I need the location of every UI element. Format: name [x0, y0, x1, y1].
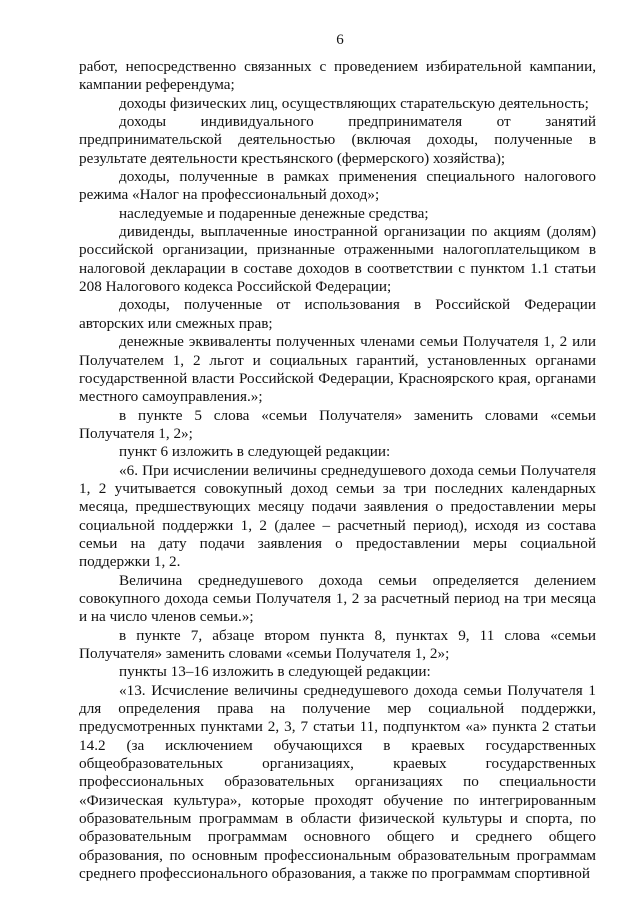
paragraph: дивиденды, выплаченные иностранной организации по акциям (долям) российской организации, признанные отраженными налогоплательщиком в налоговой декларации в составе доходов в соответствии с пунктом 1.1 статьи 208 Налогового кодекса Российской Федерации;: [79, 223, 596, 296]
paragraph: доходы, полученные от использования в Российской Федерации авторских или смежных прав;: [79, 296, 596, 332]
paragraph: пункт 6 изложить в следующей редакции:: [119, 443, 391, 461]
paragraph: пункты 13–16 изложить в следующей редакции:: [119, 663, 431, 681]
paragraph: «6. При исчислении величины среднедушевого дохода семьи Получателя 1, 2 учитывается совокупный доход семьи за три последних календарных месяца, предшествующих месяцу подачи заявления о предоставлении меры социальной поддержки 1, 2 (далее – расчетный период), исходя из состава семьи на дату подачи заявления о предоставлении меры социальной поддержки 1, 2.: [79, 461, 596, 571]
paragraph: доходы физических лиц, осуществляющих старательскую деятельность;: [119, 94, 589, 112]
document-body: [79, 58, 596, 883]
paragraph: в пункте 5 слова «семьи Получателя» заменить словами «семьи Получателя 1, 2»;: [79, 406, 596, 442]
paragraph: «13. Исчисление величины среднедушевого дохода семьи Получателя 1 для определения права на получение мер социальной поддержки, предусмотренных пунктами 2, 3, 7 статьи 11, подпунктом «а» пункта 2 статьи 14.2 (за исключением обучающихся в краевых государственных общеобразовательных организациях, краевых государственных профессиональных образовательных организациях по специальности «Физическая культура», которые проходят обучение по интегрированным образовательным программам в области физической культуры и спорта, по образовательным программам основного общего и среднего общего образования, по основным профессиональным образовательным программам среднего профессионального образования, а также по программам спортивной: [79, 681, 596, 883]
paragraph: в пункте 7, абзаце втором пункта 8, пунктах 9, 11 слова «семьи Получателя» заменить словами «семьи Получателя 1, 2»;: [79, 626, 596, 662]
paragraph: доходы, полученные в рамках применения специального налогового режима «Налог на профессиональный доход»;: [79, 168, 596, 204]
page-number: 6: [336, 32, 344, 48]
paragraph: денежные эквиваленты полученных членами семьи Получателя 1, 2 или Получателем 1, 2 льгот и социальных гарантий, установленных органами государственной власти Российской Федерации, Красноярского края, органами местного самоуправления.»;: [79, 333, 596, 406]
paragraph: Величина среднедушевого дохода семьи определяется делением совокупного дохода семьи Получателя 1, 2 за расчетный период на три месяца и на число членов семьи.»;: [79, 571, 596, 626]
paragraph: работ, непосредственно связанных с проведением избирательной кампании, кампании референдума;: [79, 58, 596, 94]
paragraph: доходы индивидуального предпринимателя от занятий предпринимательской деятельностью (включая доходы, полученные в результате деятельности крестьянского (фермерского) хозяйства);: [79, 113, 596, 167]
paragraph: наследуемые и подаренные денежные средства;: [119, 204, 429, 222]
